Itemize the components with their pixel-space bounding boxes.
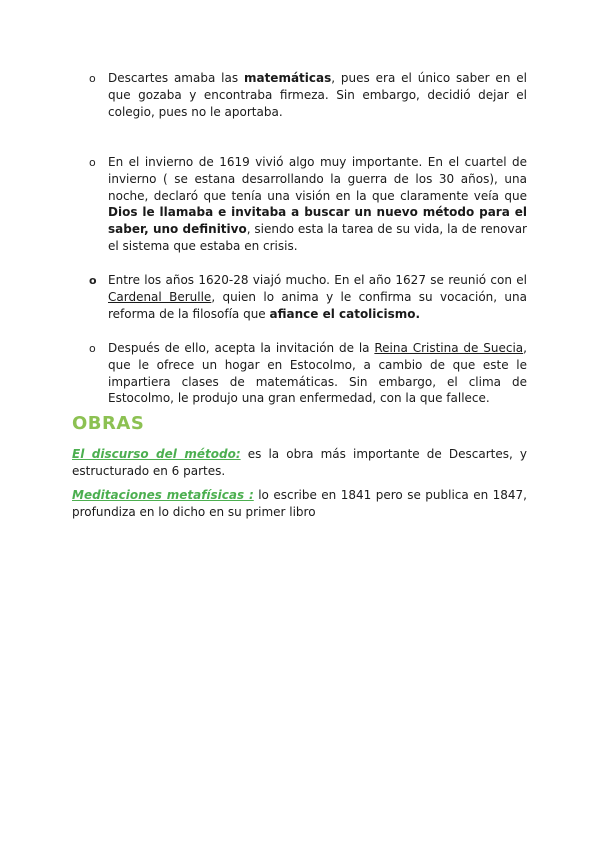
text-run: , quien lo anima y le confirma su vocación, una reforma de la filosofía que <box>108 289 527 321</box>
bullet-marker: o <box>89 156 96 169</box>
work-entry-discurso <box>72 446 527 480</box>
bold-text: matemáticas <box>243 71 332 85</box>
underlined-name: Cardenal Berulle <box>108 289 212 304</box>
text-run: , pues era el único saber en el que gozaba y encontraba firmeza. Sin embargo, decidió dejar el colegio, pues no le aportaba. <box>108 71 527 119</box>
bullet-paragraph-winter-1619 <box>108 154 527 255</box>
bullet-paragraph-queen-christina <box>108 340 527 407</box>
bold-text: Dios le llamaba e invitaba a buscar un nuevo método para el saber, uno definitivo <box>108 205 527 237</box>
work-title: El discurso del método: <box>72 447 241 461</box>
text-run: , siendo esta la tarea de su vida, la de renovar el sistema que estaba en crisis. <box>108 222 527 253</box>
work-description: lo escribe en 1841 pero se publica en 1847, profundiza en lo dicho en su primer libro <box>72 488 527 519</box>
bullet-marker: o <box>89 274 97 287</box>
bullet-marker: o <box>89 342 96 355</box>
text-run: Entre los años 1620-28 viajó mucho. En el año 1627 se reunió con el <box>108 273 527 287</box>
underlined-name: Reina Cristina de Suecia <box>374 341 524 355</box>
bullet-marker: o <box>89 72 96 85</box>
section-heading: OBRAS <box>72 413 145 434</box>
text-run: En el invierno de 1619 vivió algo muy importante. En el cuartel de invierno ( se estana desarrollando la guerra de los 30 años), una noche, declaró que tenía una visión en la que claramente veía que <box>108 155 527 203</box>
text-run: Después de ello, acepta la invitación de la <box>108 341 375 355</box>
text-run: Descartes amaba las <box>108 71 244 85</box>
work-entry-meditaciones <box>72 487 527 521</box>
bullet-paragraph-mathematics <box>108 70 527 120</box>
bold-text: afiance el catolicismo. <box>269 306 421 321</box>
work-title: Meditaciones metafísicas : <box>72 488 254 502</box>
text-run: , que le ofrece un hogar en Estocolmo, a cambio de que este le impartiera clases de matemáticas. Sin embargo, el clima de Estocolmo, le produjo una gran enfermedad, con la que fallece. <box>108 341 527 406</box>
work-description: es la obra más importante de Descartes, y estructurado en 6 partes. <box>72 447 528 478</box>
bullet-paragraph-travels <box>108 272 527 322</box>
